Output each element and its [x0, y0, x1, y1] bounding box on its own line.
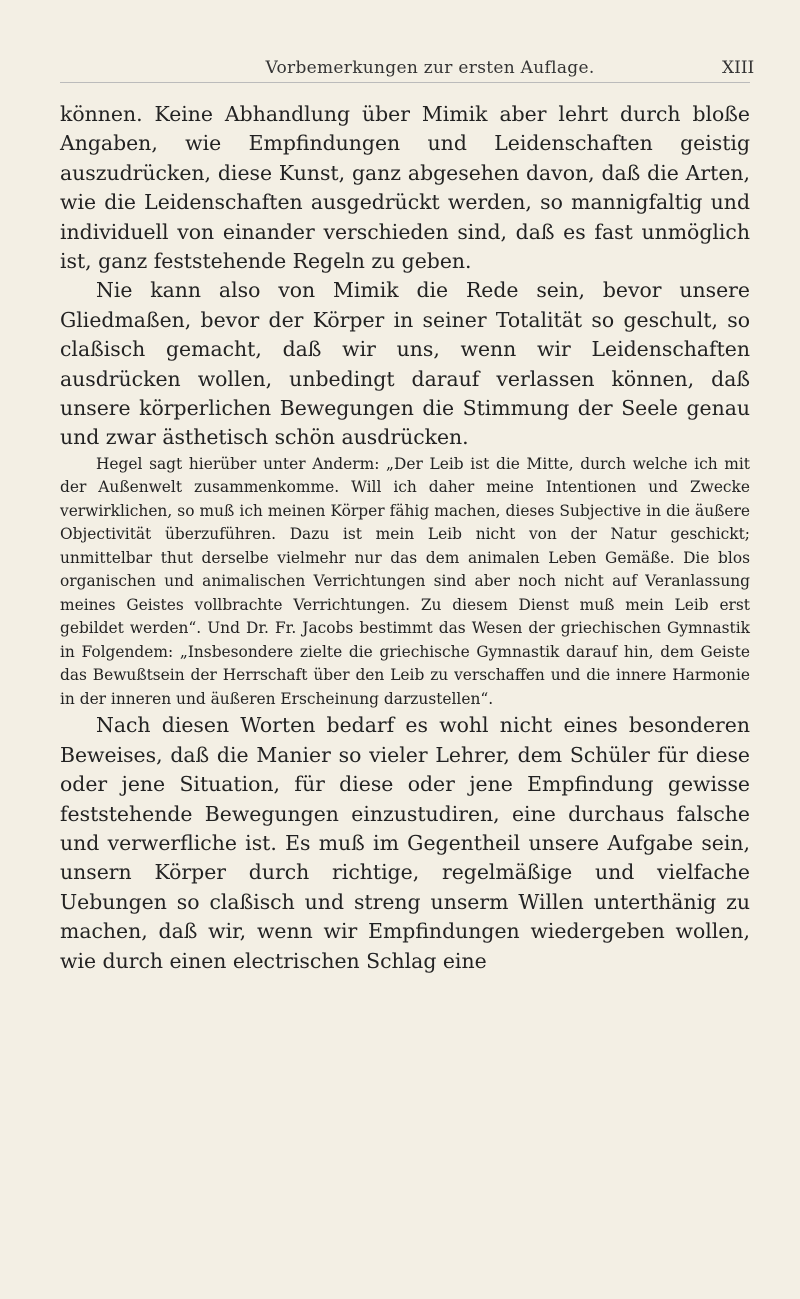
running-title: Vorbemerkungen zur ersten Auflage.: [265, 58, 595, 78]
quote-block: Hegel sagt hierüber unter Anderm: „Der Leib ist die Mitte, durch welche ich mit der Außenwelt zusammenkomme. Will ich daher meine Intentionen und Zwecke verwirklichen, so muß ich meinen Körper fähig machen, dieses Subjective in die äußere Objectivität überzuführen. Dazu ist mein Leib nicht von der Natur geschickt; unmittelbar thut derselbe vielmehr nur das dem animalen Leben Gemäße. Die blos organischen und animalischen Verrichtungen sind aber noch nicht auf Veranlassung meines Geistes vollbrachte Verrichtungen. Zu diesem Dienst muß mein Leib erst gebildet werden“. Und Dr. Fr. Jacobs bestimmt das Wesen der griechischen Gymnastik in Folgendem: „Insbesondere zielte die griechische Gymnastik darauf hin, dem Geiste das Bewußtsein der Herrschaft über den Leib zu verschaffen und die innere Harmonie in der inneren und äußeren Erscheinung darzustellen“.: [60, 454, 750, 708]
header-rule: [60, 82, 750, 83]
paragraph-3: Nach diesen Worten bedarf es wohl nicht eines besonderen Beweises, daß die Manier so vieler Lehrer, dem Schüler für diese oder jene Situation, für diese oder jene Empfindung gewisse feststehende Bewegungen einzustudiren, eine durchaus falsche und verwerfliche ist. Es muß im Gegentheil unsere Aufgabe sein, unsern Körper durch richtige, regelmäßige und vielfache Uebungen so claßisch und streng unserm Willen unterthänig zu machen, daß wir, wenn wir Empfindungen wiedergeben wollen, wie durch einen electrischen Schlag eine: [60, 713, 750, 973]
page-number: XIII: [722, 58, 755, 78]
paragraph-1: können. Keine Abhandlung über Mimik aber lehrt durch bloße Angaben, wie Empfindungen und Leidenschaften geistig auszudrücken, diese Kunst, ganz abgesehen davon, daß die Arten, wie die Leidenschaften ausgedrückt werden, so mannigfaltig und individuell von einander verschieden sind, daß es fast unmöglich ist, ganz feststehende Regeln zu geben.: [60, 102, 750, 274]
page-body: [60, 100, 750, 976]
paragraph-2: Nie kann also von Mimik die Rede sein, bevor unsere Gliedmaßen, bevor der Körper in seiner Totalität so geschult, so claßisch gemacht, daß wir uns, wenn wir Leidenschaften ausdrücken wollen, unbedingt darauf verlassen können, daß unsere körperlichen Bewegungen die Stimmung der Seele genau und zwar ästhetisch schön ausdrücken.: [60, 278, 750, 450]
